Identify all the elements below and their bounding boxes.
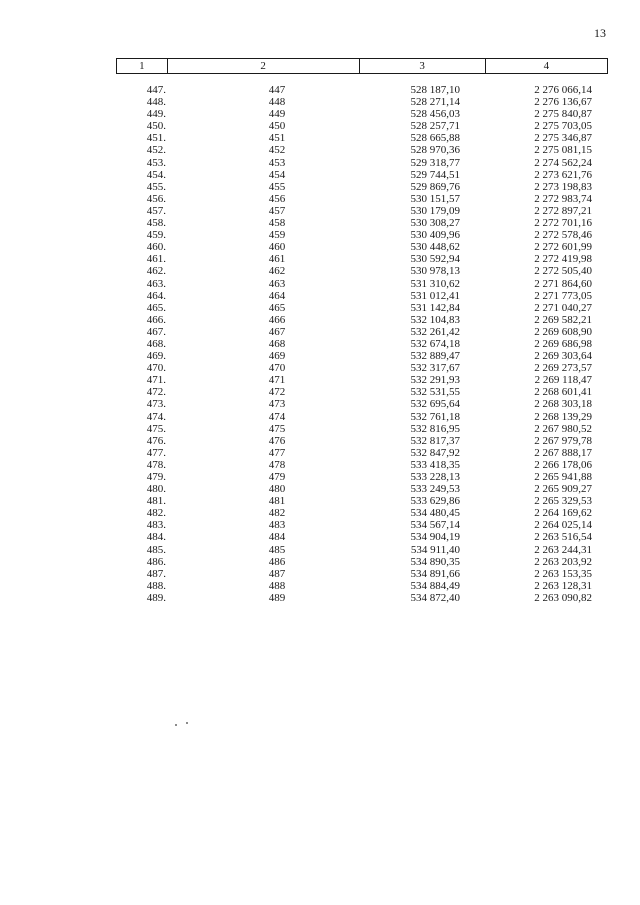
coordinate-x-cell: 529 318,77 [410, 156, 460, 169]
table-row [116, 338, 608, 350]
coordinate-y-cell: 2 269 118,47 [534, 374, 592, 387]
point-number-cell: 478 [268, 458, 286, 471]
coordinate-x-cell: 528 271,14 [410, 96, 460, 109]
point-number-cell: 458 [268, 217, 286, 230]
coordinate-x-cell: 532 531,55 [410, 386, 460, 399]
row-number-cell: 461. [146, 253, 166, 266]
coordinate-y-cell: 2 269 608,90 [534, 325, 592, 338]
coordinates-table [116, 58, 608, 604]
coordinate-y-cell: 2 263 090,82 [534, 591, 592, 604]
coordinate-y-cell: 2 275 840,87 [534, 108, 592, 121]
row-number-cell: 464. [146, 289, 166, 302]
coordinate-y-cell: 2 267 888,17 [534, 446, 592, 459]
row-number-cell: 469. [146, 350, 166, 363]
coordinate-y-cell: 2 268 601,41 [534, 386, 592, 399]
row-number-cell: 482. [146, 507, 166, 520]
row-number-cell: 467. [146, 325, 166, 338]
table-row [116, 507, 608, 519]
table-row [116, 290, 608, 302]
coordinate-x-cell: 530 151,57 [410, 192, 460, 205]
coordinate-y-cell: 2 272 578,46 [534, 229, 592, 242]
coordinate-x-cell: 528 665,88 [410, 132, 460, 145]
row-number-cell: 480. [146, 483, 166, 496]
point-number-cell: 470 [268, 362, 286, 375]
row-number-cell: 462. [146, 265, 166, 278]
row-number-cell: 483. [146, 519, 166, 532]
row-number-cell: 451. [146, 132, 166, 145]
coordinate-y-cell: 2 272 983,74 [534, 192, 592, 205]
row-number-cell: 477. [146, 446, 166, 459]
point-number-cell: 469 [268, 350, 286, 363]
point-number-cell: 453 [268, 156, 286, 169]
row-number-cell: 475. [146, 422, 166, 435]
point-number-cell: 462 [268, 265, 286, 278]
row-number-cell: 457. [146, 204, 166, 217]
point-number-cell: 488 [268, 579, 286, 592]
table-row [116, 157, 608, 169]
coordinate-x-cell: 532 889,47 [410, 350, 460, 363]
point-number-cell: 465 [268, 301, 286, 314]
header-col-1: 1 [139, 60, 145, 72]
coordinate-x-cell: 534 872,40 [410, 591, 460, 604]
row-number-cell: 460. [146, 241, 166, 254]
coordinate-y-cell: 2 275 346,87 [534, 132, 592, 145]
point-number-cell: 466 [268, 313, 286, 326]
table-row [116, 193, 608, 205]
coordinate-x-cell: 528 970,36 [410, 144, 460, 157]
coordinate-x-cell: 532 847,92 [410, 446, 460, 459]
row-number-cell: 474. [146, 410, 166, 423]
table-row [116, 108, 608, 120]
point-number-cell: 471 [268, 374, 286, 387]
table-row [116, 120, 608, 132]
row-number-cell: 449. [146, 108, 166, 121]
table-row [116, 411, 608, 423]
table-row [116, 471, 608, 483]
table-body [116, 84, 608, 604]
coordinate-y-cell: 2 267 980,52 [534, 422, 592, 435]
table-row [116, 265, 608, 277]
table-row [116, 447, 608, 459]
point-number-cell: 475 [268, 422, 286, 435]
coordinate-y-cell: 2 263 244,31 [534, 543, 592, 556]
coordinate-x-cell: 530 409,96 [410, 229, 460, 242]
coordinate-x-cell: 533 228,13 [410, 471, 460, 483]
row-number-cell: 479. [146, 471, 166, 483]
point-number-cell: 472 [268, 386, 286, 399]
point-number-cell: 473 [268, 398, 286, 411]
row-number-cell: 481. [146, 495, 166, 508]
row-number-cell: 458. [146, 217, 166, 230]
point-number-cell: 457 [268, 204, 286, 217]
row-number-cell: 453. [146, 156, 166, 169]
table-row [116, 314, 608, 326]
table-row [116, 435, 608, 447]
coordinate-y-cell: 2 272 601,99 [534, 241, 592, 254]
scan-speck [175, 724, 177, 726]
coordinate-x-cell: 532 104,83 [410, 313, 460, 326]
coordinate-x-cell: 532 695,64 [410, 398, 460, 411]
table-row [116, 483, 608, 495]
row-number-cell: 476. [146, 434, 166, 447]
coordinate-x-cell: 532 817,37 [410, 434, 460, 447]
scan-speck [186, 722, 188, 724]
row-number-cell: 447. [146, 84, 166, 96]
coordinate-y-cell: 2 269 686,98 [534, 337, 592, 350]
point-number-cell: 448 [268, 96, 286, 109]
coordinate-x-cell: 532 816,95 [410, 422, 460, 435]
row-number-cell: 472. [146, 386, 166, 399]
coordinate-x-cell: 534 890,35 [410, 555, 460, 568]
coordinate-x-cell: 528 257,71 [410, 120, 460, 133]
coordinate-x-cell: 534 480,45 [410, 507, 460, 520]
row-number-cell: 450. [146, 120, 166, 133]
point-number-cell: 464 [268, 289, 286, 302]
coordinate-x-cell: 534 904,19 [410, 531, 460, 544]
coordinate-y-cell: 2 272 701,16 [534, 217, 592, 230]
point-number-cell: 483 [268, 519, 286, 532]
coordinate-y-cell: 2 269 303,64 [534, 350, 592, 363]
table-row [116, 386, 608, 398]
coordinate-x-cell: 530 592,94 [410, 253, 460, 266]
coordinate-x-cell: 529 869,76 [410, 180, 460, 193]
coordinate-y-cell: 2 263 203,92 [534, 555, 592, 568]
coordinate-x-cell: 534 567,14 [410, 519, 460, 532]
table-row [116, 241, 608, 253]
row-number-cell: 465. [146, 301, 166, 314]
point-number-cell: 451 [268, 132, 286, 145]
coordinate-y-cell: 2 263 128,31 [534, 579, 592, 592]
point-number-cell: 481 [268, 495, 286, 508]
table-row [116, 459, 608, 471]
coordinate-x-cell: 533 418,35 [410, 458, 460, 471]
row-number-cell: 454. [146, 168, 166, 181]
header-col-2: 2 [167, 59, 359, 73]
coordinate-x-cell: 533 249,53 [410, 483, 460, 496]
coordinate-x-cell: 530 179,09 [410, 204, 460, 217]
table-row [116, 398, 608, 410]
coordinate-y-cell: 2 265 941,88 [534, 471, 592, 483]
point-number-cell: 460 [268, 241, 286, 254]
point-number-cell: 477 [268, 446, 286, 459]
coordinate-x-cell: 534 911,40 [410, 543, 460, 556]
coordinate-y-cell: 2 271 864,60 [534, 277, 592, 290]
row-number-cell: 473. [146, 398, 166, 411]
coordinate-x-cell: 528 456,03 [410, 108, 460, 121]
table-row [116, 362, 608, 374]
table-row [116, 374, 608, 386]
coordinate-x-cell: 531 310,62 [410, 277, 460, 290]
coordinate-y-cell: 2 268 139,29 [534, 410, 592, 423]
row-number-cell: 486. [146, 555, 166, 568]
point-number-cell: 479 [268, 471, 286, 483]
table-row [116, 144, 608, 156]
coordinate-y-cell: 2 273 621,76 [534, 168, 592, 181]
coordinate-y-cell: 2 271 773,05 [534, 289, 592, 302]
point-number-cell: 450 [268, 120, 286, 133]
coordinate-x-cell: 534 891,66 [410, 567, 460, 580]
point-number-cell: 480 [268, 483, 286, 496]
row-number-cell: 468. [146, 337, 166, 350]
header-col-4: 4 [485, 59, 607, 73]
table-row [116, 229, 608, 241]
row-number-cell: 452. [146, 144, 166, 157]
coordinate-y-cell: 2 265 329,53 [534, 495, 592, 508]
table-row [116, 132, 608, 144]
table-row [116, 253, 608, 265]
coordinate-x-cell: 528 187,10 [410, 84, 460, 96]
coordinate-x-cell: 530 448,62 [410, 241, 460, 254]
point-number-cell: 456 [268, 192, 286, 205]
point-number-cell: 461 [268, 253, 286, 266]
coordinate-x-cell: 533 629,86 [410, 495, 460, 508]
coordinate-y-cell: 2 265 909,27 [534, 483, 592, 496]
coordinate-x-cell: 529 744,51 [410, 168, 460, 181]
table-row [116, 556, 608, 568]
point-number-cell: 447 [268, 84, 286, 96]
coordinate-x-cell: 532 674,18 [410, 337, 460, 350]
point-number-cell: 485 [268, 543, 286, 556]
page-number: 13 [594, 26, 606, 40]
table-row [116, 217, 608, 229]
coordinate-y-cell: 2 268 303,18 [534, 398, 592, 411]
point-number-cell: 476 [268, 434, 286, 447]
table-row [116, 96, 608, 108]
coordinate-y-cell: 2 264 025,14 [534, 519, 592, 532]
row-number-cell: 471. [146, 374, 166, 387]
coordinate-y-cell: 2 264 169,62 [534, 507, 592, 520]
coordinate-y-cell: 2 274 562,24 [534, 156, 592, 169]
table-header [116, 58, 608, 74]
point-number-cell: 487 [268, 567, 286, 580]
point-number-cell: 486 [268, 555, 286, 568]
point-number-cell: 449 [268, 108, 286, 121]
table-row [116, 495, 608, 507]
row-number-cell: 485. [146, 543, 166, 556]
coordinate-y-cell: 2 275 703,05 [534, 120, 592, 133]
row-number-cell: 463. [146, 277, 166, 290]
point-number-cell: 463 [268, 277, 286, 290]
point-number-cell: 452 [268, 144, 286, 157]
coordinate-y-cell: 2 276 136,67 [534, 96, 592, 109]
coordinate-y-cell: 2 263 153,35 [534, 567, 592, 580]
point-number-cell: 474 [268, 410, 286, 423]
coordinate-y-cell: 2 269 582,21 [534, 313, 592, 326]
coordinate-y-cell: 2 276 066,14 [534, 84, 592, 96]
coordinate-x-cell: 531 142,84 [410, 301, 460, 314]
coordinate-y-cell: 2 272 505,40 [534, 265, 592, 278]
coordinate-x-cell: 531 012,41 [410, 289, 460, 302]
table-row [116, 169, 608, 181]
table-row [116, 326, 608, 338]
table-row [116, 580, 608, 592]
table-row [116, 350, 608, 362]
table-row [116, 531, 608, 543]
point-number-cell: 459 [268, 229, 286, 242]
row-number-cell: 459. [146, 229, 166, 242]
point-number-cell: 484 [268, 531, 286, 544]
coordinate-x-cell: 532 317,67 [410, 362, 460, 375]
table-row [116, 302, 608, 314]
table-row [116, 181, 608, 193]
table-row [116, 544, 608, 556]
row-number-cell: 466. [146, 313, 166, 326]
coordinate-x-cell: 534 884,49 [410, 579, 460, 592]
coordinate-x-cell: 530 308,27 [410, 217, 460, 230]
row-number-cell: 487. [146, 567, 166, 580]
coordinate-x-cell: 532 261,42 [410, 325, 460, 338]
header-col-3: 3 [359, 59, 485, 73]
row-number-cell: 470. [146, 362, 166, 375]
row-number-cell: 478. [146, 458, 166, 471]
table-row [116, 278, 608, 290]
point-number-cell: 489 [268, 591, 286, 604]
coordinate-y-cell: 2 267 979,78 [534, 434, 592, 447]
row-number-cell: 489. [146, 591, 166, 604]
row-number-cell: 484. [146, 531, 166, 544]
coordinate-y-cell: 2 266 178,06 [534, 458, 592, 471]
point-number-cell: 468 [268, 337, 286, 350]
table-row [116, 519, 608, 531]
table-row [116, 84, 608, 96]
coordinate-y-cell: 2 263 516,54 [534, 531, 592, 544]
table-row [116, 205, 608, 217]
row-number-cell: 448. [146, 96, 166, 109]
coordinate-y-cell: 2 272 897,21 [534, 204, 592, 217]
row-number-cell: 455. [146, 180, 166, 193]
table-row [116, 592, 608, 604]
coordinate-x-cell: 530 978,13 [410, 265, 460, 278]
coordinate-y-cell: 2 271 040,27 [534, 301, 592, 314]
coordinate-x-cell: 532 291,93 [410, 374, 460, 387]
point-number-cell: 454 [268, 168, 286, 181]
table-row [116, 568, 608, 580]
row-number-cell: 488. [146, 579, 166, 592]
point-number-cell: 482 [268, 507, 286, 520]
point-number-cell: 467 [268, 325, 286, 338]
coordinate-y-cell: 2 273 198,83 [534, 180, 592, 193]
coordinate-y-cell: 2 275 081,15 [534, 144, 592, 157]
table-row [116, 423, 608, 435]
coordinate-y-cell: 2 272 419,98 [534, 253, 592, 266]
coordinate-x-cell: 532 761,18 [410, 410, 460, 423]
coordinate-y-cell: 2 269 273,57 [534, 362, 592, 375]
row-number-cell: 456. [146, 192, 166, 205]
point-number-cell: 455 [268, 180, 286, 193]
